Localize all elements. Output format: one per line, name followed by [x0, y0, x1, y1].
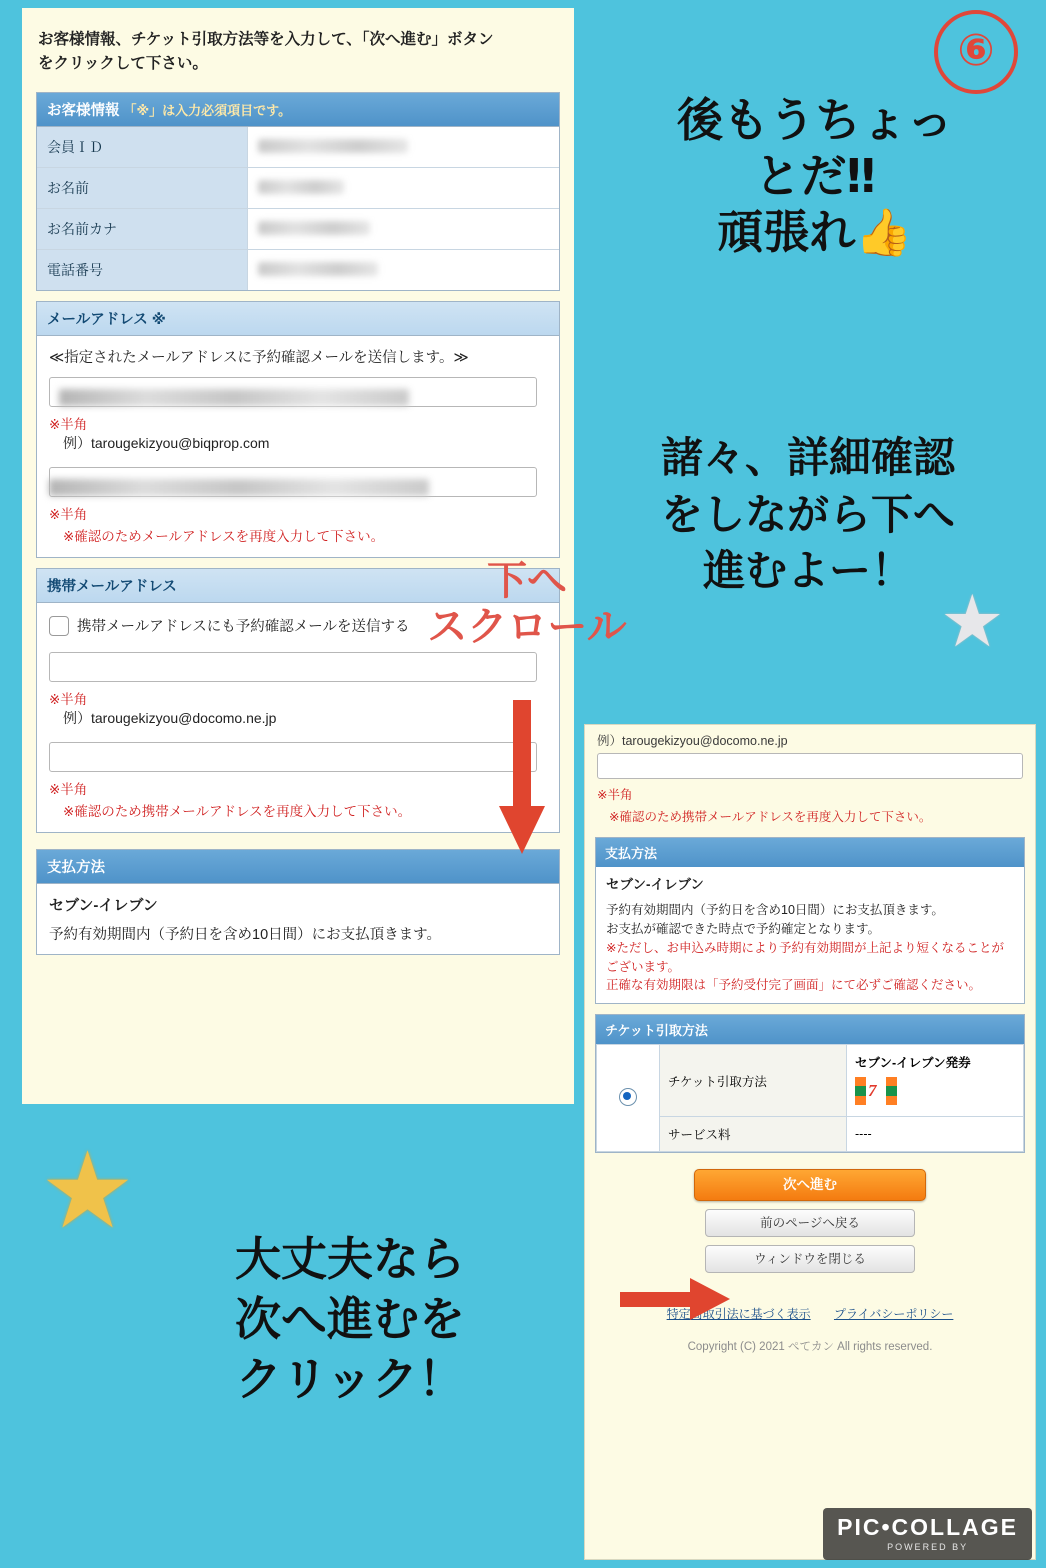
watermark-badge [823, 1508, 1032, 1560]
payment-line1-left: 予約有効期間内（予約日を含め10日間）にお支払頂きます。 [49, 927, 441, 944]
payment-line-3: ※ただし、お申込み時期により予約有効期間が上記より短くなることがございます。 [606, 940, 1004, 974]
right-arrow-icon [620, 1278, 730, 1322]
annotation-note-3-line-3: クリック！ [235, 1351, 465, 1406]
mobile-email-hint: ※半角 [49, 692, 88, 708]
member-id-value [248, 127, 559, 167]
radio-selected-icon[interactable] [619, 1088, 637, 1106]
redacted-value [258, 180, 344, 194]
payment-panel [595, 837, 1025, 1004]
payment-line-2: お支払が確認できた時点で予約確定となります。 [606, 922, 881, 936]
intro-line-2: をクリックして下さい。 [38, 55, 208, 73]
service-fee-value: ---- [847, 1117, 1024, 1152]
redacted-email-confirm-text [49, 479, 429, 496]
mobile-email-example-top: 例）tarougekizyou@docomo.ne.jp [597, 734, 788, 748]
legal-link[interactable]: 特定商取引法に基づく表示 [666, 1307, 811, 1321]
ticket-radio-cell[interactable] [597, 1045, 660, 1152]
table-row [597, 1045, 1024, 1117]
payment-method: セブン-イレブン [606, 877, 704, 892]
close-window-button-label: ウィンドウを閉じる [754, 1252, 866, 1266]
mobile-email-confirm-input-top[interactable] [597, 753, 1023, 779]
seven-eleven-logo-icon: 7 [855, 1077, 897, 1105]
annotation-note-1-line-2: とだ‼ [754, 149, 876, 204]
intro-text [22, 8, 574, 82]
ticket-pickup-panel [595, 1014, 1025, 1153]
annotation-note-2-line-1: 諸々、詳細確認 [660, 433, 955, 482]
customer-info-title: お客様情報 [47, 103, 120, 120]
annotation-note-3-line-2: 次へ進むを [235, 1291, 465, 1346]
table-row [37, 250, 559, 290]
payment-body [596, 867, 1024, 1003]
right-screenshot [584, 724, 1036, 1560]
close-window-button[interactable] [705, 1245, 915, 1273]
table-row [37, 127, 559, 168]
ticket-option-header: セブン-イレブン発券 [855, 1056, 971, 1070]
watermark-subtitle: POWERED BY [887, 1542, 969, 1552]
left-screenshot [22, 8, 574, 1104]
ticket-pickup-table [596, 1044, 1024, 1152]
ticket-method-label: チケット引取方法 [660, 1045, 847, 1117]
annotation-note-3 [150, 1230, 550, 1409]
member-id-label: 会員ＩＤ [37, 127, 248, 167]
email-confirm-note: ※確認のためメールアドレスを再度入力して下さい。 [63, 529, 385, 545]
annotation-note-2-line-2: をしながら下へ [660, 489, 955, 539]
intro-line-1: お客様情報、チケット引取方法等を入力して、「次へ進む」ボタン [38, 31, 494, 48]
mobile-email-header: 携帯メールアドレス [37, 569, 559, 603]
email-panel [36, 301, 560, 558]
name-label: お名前 [37, 168, 248, 208]
customer-info-header [37, 93, 559, 127]
table-row [597, 1117, 1024, 1152]
privacy-policy-link[interactable]: プライバシーポリシー [833, 1307, 954, 1321]
redacted-value [258, 139, 408, 153]
payment-header: 支払方法 [596, 838, 1024, 867]
annotation-note-1 [600, 92, 1030, 260]
gold-star-icon: ★ [40, 1132, 136, 1250]
step-number-badge: ⑥ [934, 10, 1018, 94]
table-row [37, 168, 559, 209]
name-kana-value [248, 209, 559, 249]
annotation-note-1-line-1: 後もうちょっ [677, 93, 953, 147]
customer-info-panel [36, 92, 560, 291]
mobile-email-input[interactable] [49, 652, 537, 682]
redacted-value [258, 262, 378, 276]
next-button[interactable] [694, 1169, 926, 1201]
name-kana-label: お名前カナ [37, 209, 248, 249]
mobile-email-hint-top: ※半角 [597, 788, 633, 802]
phone-value [248, 250, 559, 290]
payment-panel-left [36, 849, 560, 955]
redacted-email-text [59, 389, 409, 406]
email-panel-header: メールアドレス ※ [37, 302, 559, 336]
scroll-annotation-line-1: 下へ [487, 558, 567, 604]
payment-header-left: 支払方法 [37, 850, 559, 884]
mobile-email-example: 例）tarougekizyou@docomo.ne.jp [63, 710, 277, 727]
next-button-label: 次へ進む [783, 1177, 837, 1192]
down-arrow-icon [505, 700, 539, 860]
watermark-title: PIC•COLLAGE [837, 1514, 1018, 1540]
payment-line-1: 予約有効期間内（予約日を含め10日間）にお支払頂きます。 [606, 903, 944, 918]
email-example: 例）tarougekizyou@biqprop.com [63, 435, 270, 452]
button-group [585, 1153, 1035, 1279]
mobile-email-checkbox-label: 携帯メールアドレスにも予約確認メールを送信する [77, 619, 410, 636]
checkbox-icon[interactable] [49, 616, 69, 636]
service-fee-label: サービス料 [660, 1117, 847, 1152]
scroll-annotation-line-2: スクロール [427, 604, 627, 650]
name-value [248, 168, 559, 208]
back-button[interactable] [705, 1209, 915, 1237]
annotation-note-2-line-3: 進むよー！ [702, 546, 913, 596]
payment-line-4: 正確な有効期限は「予約受付完了画面」にて必ずご確認ください。 [606, 978, 982, 993]
ticket-method-value [847, 1045, 1024, 1117]
mobile-email-confirm-note-top: ※確認のため携帯メールアドレスを再度入力して下さい。 [609, 810, 932, 824]
mobile-email-confirm-note: ※確認のため携帯メールアドレスを再度入力して下さい。 [63, 804, 412, 820]
annotation-note-1-line-3: 頑張れ👍 [717, 205, 913, 260]
back-button-label: 前のページへ戻る [760, 1216, 860, 1230]
ticket-pickup-header: チケット引取方法 [596, 1015, 1024, 1044]
scroll-annotation [392, 558, 662, 650]
email-note: ≪指定されたメールアドレスに予約確認メールを送信します。≫ [49, 350, 469, 367]
mobile-email-confirm-input[interactable] [49, 742, 537, 772]
mobile-email-confirm-hint: ※半角 [49, 782, 88, 798]
table-row [37, 209, 559, 250]
email-confirm-hint: ※半角 [49, 507, 88, 523]
redacted-value [258, 221, 370, 235]
copyright-text: Copyright (C) 2021 ぺてカン All rights reserved. [687, 1341, 933, 1353]
silver-star-icon: ★ [940, 582, 1005, 662]
payment-method-left: セブン-イレブン [49, 897, 158, 915]
payment-body-left [37, 884, 559, 954]
phone-label: 電話番号 [37, 250, 248, 290]
email-hint: ※半角 [49, 417, 88, 433]
customer-info-required-note: 「※」は入力必須項目です。 [123, 103, 292, 119]
annotation-note-3-line-1: 大丈夫なら [235, 1232, 465, 1286]
